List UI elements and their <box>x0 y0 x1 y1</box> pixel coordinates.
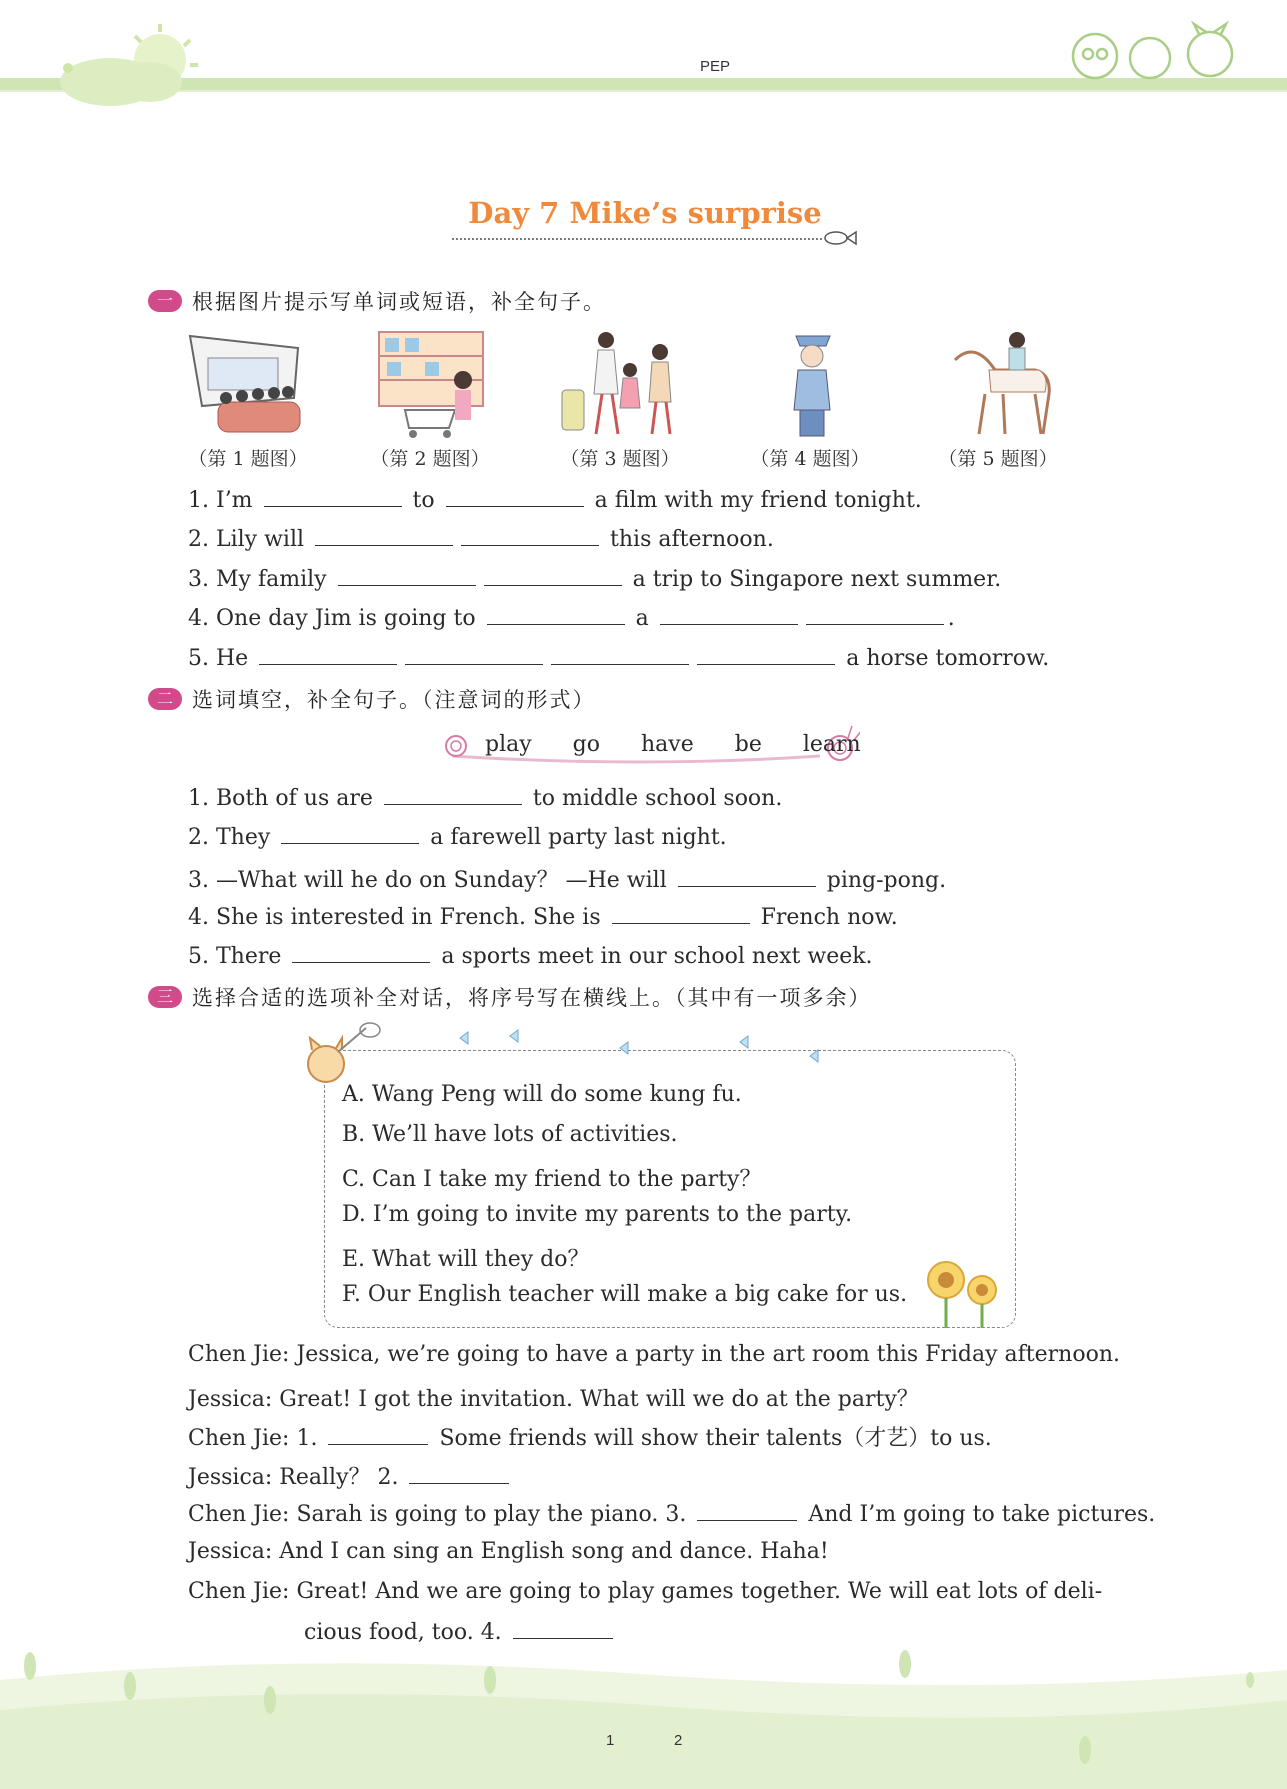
section-badge: 二 <box>148 688 182 710</box>
answer-blank[interactable] <box>487 604 625 625</box>
answer-blank[interactable] <box>259 644 397 665</box>
answer-blank[interactable] <box>446 486 584 507</box>
answer-blank[interactable] <box>660 604 798 625</box>
option-a: A. Wang Peng will do some kung fu. <box>342 1082 742 1107</box>
picture-caption: （第 5 题图） <box>938 448 1058 470</box>
page-title: Day 7 Mike’s surprise <box>468 196 822 230</box>
question-2-4: 4. She is interested in French. She is French now. <box>188 905 898 930</box>
dialogue-line: Jessica: Great! I got the invitation. What will we do at the party？ <box>188 1387 919 1412</box>
dialogue-line: Chen Jie: Jessica, we’re going to have a party in the art room this Friday afternoon. <box>188 1342 1120 1367</box>
word-bank-word: learn <box>802 732 861 757</box>
hills-background <box>0 1640 1287 1789</box>
answer-blank[interactable] <box>338 565 476 586</box>
question-2-3: 3. —What will he do on Sunday？ —He will ping-pong. <box>188 868 947 893</box>
dialogue-line: Jessica: Really？ 2. <box>188 1460 513 1491</box>
word-bank-word: have <box>641 732 694 757</box>
dialogue-line: Jessica: And I can sing an English song and dance. Haha! <box>188 1539 829 1564</box>
answer-blank[interactable] <box>405 644 543 665</box>
answer-blank[interactable] <box>697 644 835 665</box>
dialogue-line: Chen Jie: Sarah is going to play the piano. 3. And I’m going to take pictures. <box>188 1502 1156 1527</box>
title-underline <box>452 238 822 240</box>
horse-riding-picture-icon <box>945 330 1065 442</box>
answer-blank[interactable] <box>384 784 522 805</box>
section-badge: 一 <box>148 290 182 312</box>
question-1-4: 4. One day Jim is going to a . <box>188 606 955 631</box>
answer-blank[interactable] <box>612 903 750 924</box>
section-badge: 三 <box>148 986 182 1008</box>
option-b: B. We’ll have lots of activities. <box>342 1122 678 1147</box>
cinema-picture-icon <box>188 330 308 442</box>
option-d: D. I’m going to invite my parents to the party. <box>342 1202 853 1227</box>
butterflies-icon <box>450 1028 870 1068</box>
word-bank-word: play <box>485 732 532 757</box>
answer-blank[interactable] <box>264 486 402 507</box>
picture-caption: （第 2 题图） <box>370 448 490 470</box>
picture-caption: （第 1 题图） <box>188 448 308 470</box>
answer-blank[interactable] <box>461 525 599 546</box>
question-1-3: 3. My family a trip to Singapore next summer. <box>188 567 1002 592</box>
answer-blank[interactable] <box>806 604 944 625</box>
picture-caption: （第 3 题图） <box>560 448 680 470</box>
option-f: F. Our English teacher will make a big cake for us. <box>342 1282 908 1307</box>
dialogue-line: Chen Jie: 1. Some friends will show their talents（才艺）to us. <box>188 1426 992 1451</box>
question-1-2: 2. Lily will this afternoon. <box>188 527 774 552</box>
question-2-5: 5. There a sports meet in our school next week. <box>188 944 873 969</box>
sun-cloud-icon <box>40 20 210 110</box>
page-number-left: 1 <box>606 1732 615 1749</box>
family-trip-picture-icon <box>560 330 680 442</box>
answer-blank[interactable] <box>484 565 622 586</box>
option-c: C. Can I take my friend to the party？ <box>342 1167 762 1192</box>
edition-label: PEP <box>700 58 731 75</box>
answer-blank[interactable] <box>328 1424 428 1445</box>
answer-blank[interactable] <box>315 525 453 546</box>
word-bank-word: be <box>734 732 762 757</box>
answer-blank[interactable] <box>513 1618 613 1639</box>
question-2-1: 1. Both of us are to middle school soon. <box>188 786 783 811</box>
dialogue-line: cious food, too. 4. <box>304 1618 617 1645</box>
policeman-picture-icon <box>754 330 874 442</box>
picture-caption: （第 4 题图） <box>750 448 870 470</box>
question-1-5: 5. He a horse tomorrow. <box>188 646 1050 671</box>
word-bank <box>485 732 881 757</box>
animal-faces-icon <box>1060 20 1260 82</box>
fish-icon <box>822 226 858 250</box>
section-1-heading <box>148 286 606 316</box>
answer-blank[interactable] <box>551 644 689 665</box>
answer-blank[interactable] <box>292 942 430 963</box>
answer-blank[interactable] <box>678 866 816 887</box>
option-e: E. What will they do？ <box>342 1247 590 1272</box>
answer-blank[interactable] <box>409 1463 509 1484</box>
section-3-heading <box>148 982 872 1012</box>
section-instruction: 选词填空，补全句子。（注意词的形式） <box>192 688 596 712</box>
question-1-1: 1. I’m to a film with my friend tonight. <box>188 488 922 513</box>
section-instruction: 根据图片提示写单词或短语，补全句子。 <box>192 290 606 314</box>
supermarket-picture-icon <box>375 330 495 442</box>
section-2-heading <box>148 684 596 714</box>
question-2-2: 2. They a farewell party last night. <box>188 825 727 850</box>
answer-blank[interactable] <box>697 1500 797 1521</box>
word-bank-word: go <box>572 732 600 757</box>
dialogue-line: Chen Jie: Great! And we are going to play games together. We will eat lots of deli- <box>188 1579 1103 1604</box>
answer-blank[interactable] <box>281 823 419 844</box>
page-number-right: 2 <box>674 1732 683 1749</box>
section-instruction: 选择合适的选项补全对话，将序号写在横线上。（其中有一项多余） <box>192 986 872 1010</box>
sunflowers-icon <box>920 1250 1010 1330</box>
